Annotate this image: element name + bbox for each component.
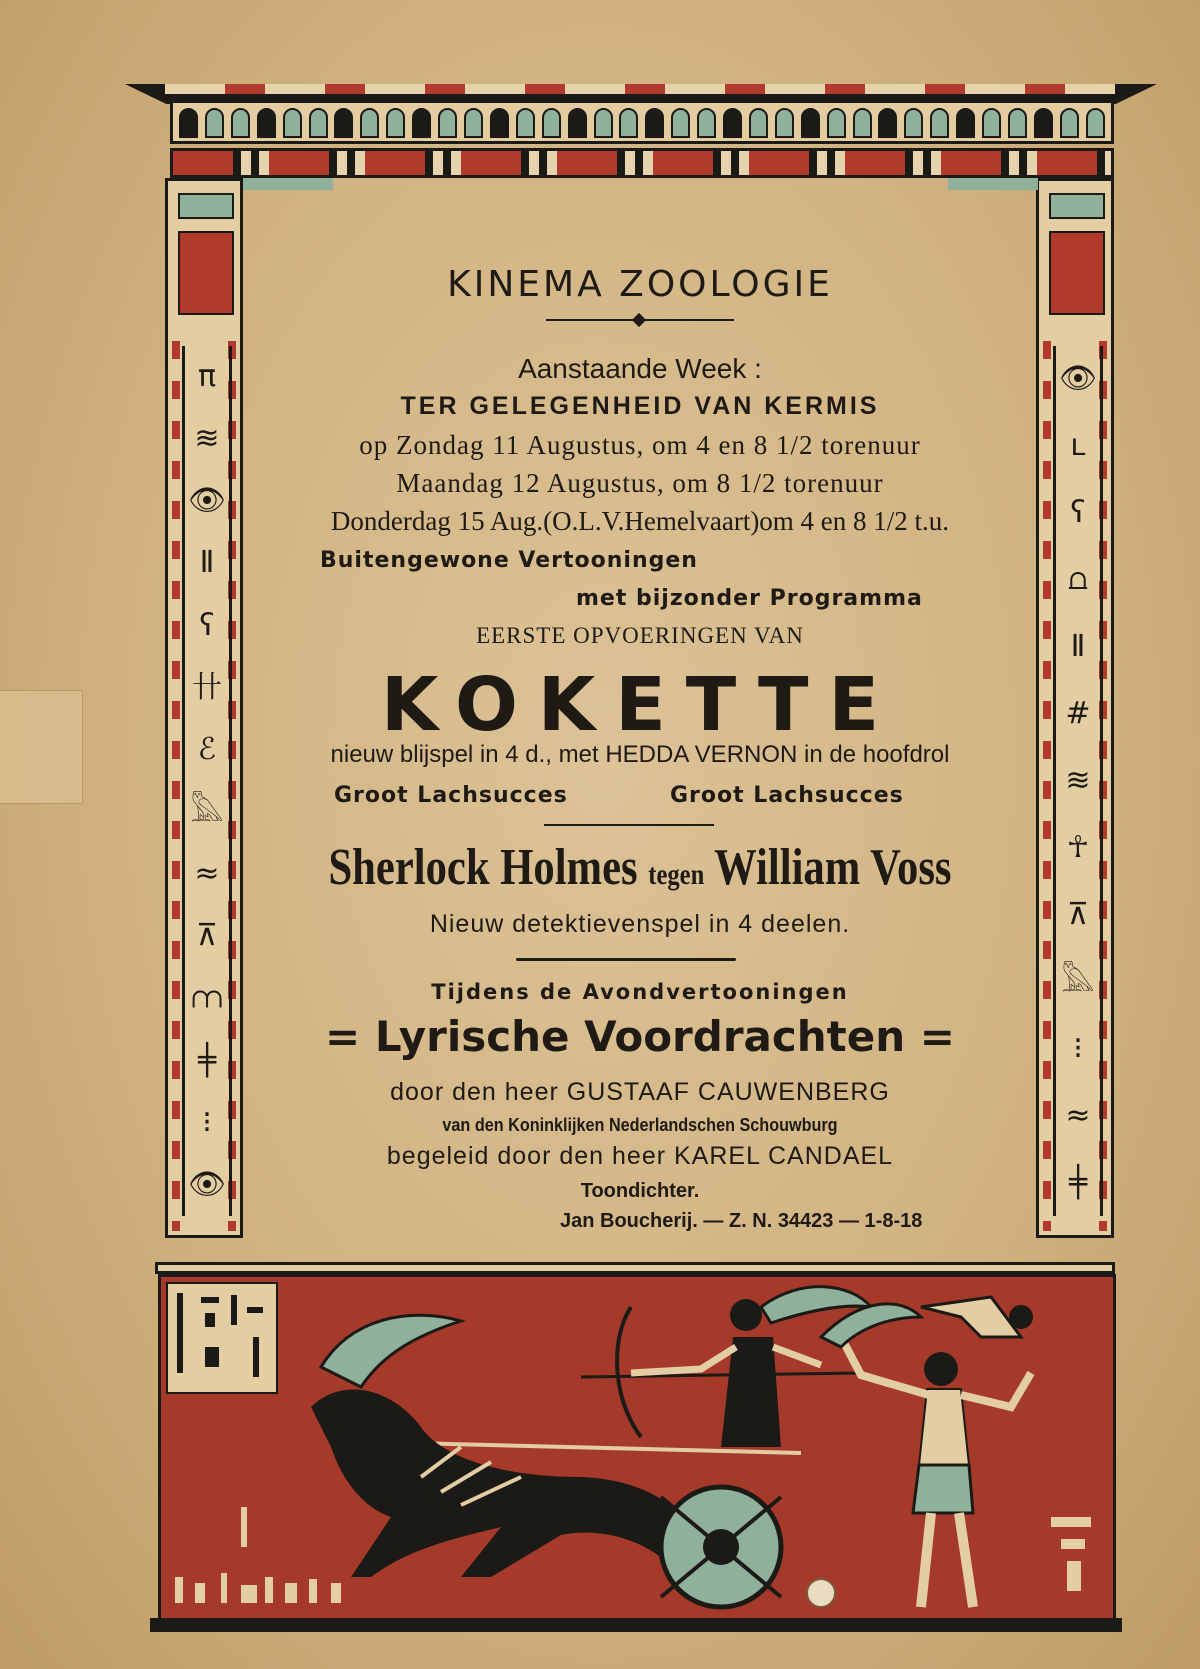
frieze-arch: [516, 108, 535, 138]
frieze-arch: [412, 108, 431, 138]
hieroglyph-icon: π: [197, 359, 217, 395]
schedule-line: op Zondag 11 Augustus, om 4 en 8 1/2 torenuur: [359, 430, 921, 460]
evening-title: = Lyrische Voordrachten =: [325, 1012, 955, 1061]
film-title-sherlock: [317, 838, 963, 897]
hieroglyph-icon: ⁝: [202, 1104, 212, 1140]
frieze-arch: [542, 108, 561, 138]
frieze-arch: [982, 108, 1001, 138]
ankh-icon: ☥: [1066, 829, 1090, 865]
frame-sill: [155, 1262, 1115, 1274]
eye-icon: 👁: [187, 483, 227, 519]
tagline-left: Groot Lachsucces: [334, 783, 568, 808]
hieroglyph-icon: ʕ: [199, 607, 215, 643]
hieroglyph-icon: ╪: [197, 1042, 217, 1078]
frieze-arch: [878, 108, 897, 138]
frieze-arch: [386, 108, 405, 138]
occasion-heading: TER GELEGENHEID VAN KERMIS: [400, 392, 880, 420]
frieze-arch: [179, 108, 198, 138]
cornice-band: [165, 84, 1115, 94]
frieze-arch: [1086, 108, 1105, 138]
frieze-arch: [231, 108, 250, 138]
frieze-arch: [827, 108, 846, 138]
frieze-arch: [464, 108, 483, 138]
frieze-arch: [490, 108, 509, 138]
right-pillar: [1036, 178, 1114, 1238]
frieze-arch: [1060, 108, 1079, 138]
hieroglyph-icon: ʕ: [1070, 495, 1086, 531]
section-rule: [544, 824, 714, 826]
film-title-kokette: KOKETTE: [380, 662, 900, 748]
eye-icon: 👁: [187, 1166, 227, 1202]
hieroglyph-icon: ⁝: [1073, 1030, 1083, 1066]
film-title-join: tegen: [648, 858, 705, 891]
frieze-arch: [1034, 108, 1053, 138]
eye-icon: 👁: [1058, 361, 1098, 397]
frieze-arch: [645, 108, 664, 138]
frieze-arch: [930, 108, 949, 138]
frieze-arch: [309, 108, 328, 138]
frieze-arch: [775, 108, 794, 138]
frieze-arch: [853, 108, 872, 138]
hieroglyph-icon: ≋: [1065, 762, 1091, 798]
frieze-arch: [438, 108, 457, 138]
frieze-arch: [360, 108, 379, 138]
frieze-arch: [801, 108, 820, 138]
bird-icon: 𓅓: [190, 794, 224, 830]
frieze-arch: [956, 108, 975, 138]
hieroglyph-icon: ≈: [194, 856, 220, 892]
pillar-red-panel: [1049, 231, 1105, 315]
frieze-arch: [568, 108, 587, 138]
affiliation-line: van den Koninklijken Nederlandschen Schouwburg: [442, 1115, 838, 1135]
frieze-arch: [619, 108, 638, 138]
frieze-arch: [697, 108, 716, 138]
program-text-panel: [246, 186, 1034, 1258]
frieze-arch: [671, 108, 690, 138]
left-pillar: [165, 178, 243, 1238]
frieze-arch: [1008, 108, 1027, 138]
frieze-arch: [723, 108, 742, 138]
frieze-arch: [334, 108, 353, 138]
pillar-dash: [1043, 341, 1051, 1231]
hieroglyph-icon: ⊼: [1067, 896, 1089, 932]
pillar-capital: [1049, 193, 1105, 219]
special-showings: Buitengewone Vertooningen: [320, 548, 698, 573]
scene-base: [150, 1618, 1122, 1632]
schedule-line: Maandag 12 Augustus, om 8 1/2 torenuur: [396, 468, 884, 498]
hieroglyph-icon: #: [1065, 696, 1091, 732]
hieroglyph-icon: 卄: [192, 669, 222, 705]
hieroglyph-icon: ≈: [1065, 1097, 1091, 1133]
special-programme: met bijzonder Programma: [576, 586, 923, 611]
hieroglyph-icon: Ⅱ: [1070, 629, 1086, 665]
hieroglyph-icon: ℰ: [197, 731, 217, 767]
first-showings: EERSTE OPVOERINGEN VAN: [476, 623, 804, 648]
frieze-arch: [749, 108, 768, 138]
accompanist-role: Toondichter.: [580, 1180, 700, 1202]
frieze-arch: [205, 108, 224, 138]
frieze-arch: [283, 108, 302, 138]
frieze-arch: [257, 108, 276, 138]
hieroglyph-icon: ⩋: [191, 980, 223, 1016]
tagline-right: Groot Lachsucces: [670, 783, 904, 808]
film-description: nieuw blijspel in 4 d., met HEDDA VERNON in de hoofdrol: [330, 741, 950, 768]
hieroglyph-icon: ╪: [1068, 1164, 1088, 1200]
ornament-divider: [516, 958, 736, 961]
hieroglyph-icon: Ⅱ: [199, 545, 215, 581]
upcoming-week: Aanstaande Week :: [518, 353, 762, 384]
cinema-name: KINEMA ZOOLOGIE: [447, 264, 833, 305]
hieroglyph-icon: ʟ: [1070, 428, 1086, 464]
hieroglyph-icon: ⩍: [1068, 562, 1088, 598]
hieroglyph-column: [1053, 346, 1103, 1216]
film-description: Nieuw detektievenspel in 4 deelen.: [429, 910, 851, 938]
pillar-dash: [172, 341, 180, 1231]
tape-patch: [0, 690, 83, 804]
frieze-arch: [904, 108, 923, 138]
pillar-red-panel: [178, 231, 234, 315]
hieroglyph-column: [182, 346, 232, 1216]
evening-heading: Tijdens de Avondvertooningen: [431, 980, 849, 1004]
stripe-band: [170, 148, 1114, 178]
printer-imprint: Jan Boucherij. — Z. N. 34423 — 1-8-18: [560, 1210, 923, 1232]
hieroglyph-icon: ⊼: [196, 918, 218, 954]
film-title-part: William Voss: [714, 839, 952, 896]
frieze-arch: [594, 108, 613, 138]
ornament-divider: [546, 319, 734, 321]
bird-icon: 𓅓: [1061, 963, 1095, 999]
chariot-illustration: [158, 1274, 1116, 1624]
arcade-frieze: [170, 100, 1114, 144]
performer-line: door den heer GUSTAAF CAUWENBERG: [390, 1078, 890, 1106]
accompanist-line: begeleid door den heer KAREL CANDAEL: [386, 1142, 894, 1170]
film-title-part: Sherlock Holmes: [328, 839, 638, 896]
chariot-scene-icon: [161, 1277, 1113, 1621]
hieroglyph-icon: ≋: [194, 421, 220, 457]
schedule-line: Donderdag 15 Aug.(O.L.V.Hemelvaart)om 4 en 8 1/2 t.u.: [330, 506, 950, 536]
pillar-capital: [178, 193, 234, 219]
